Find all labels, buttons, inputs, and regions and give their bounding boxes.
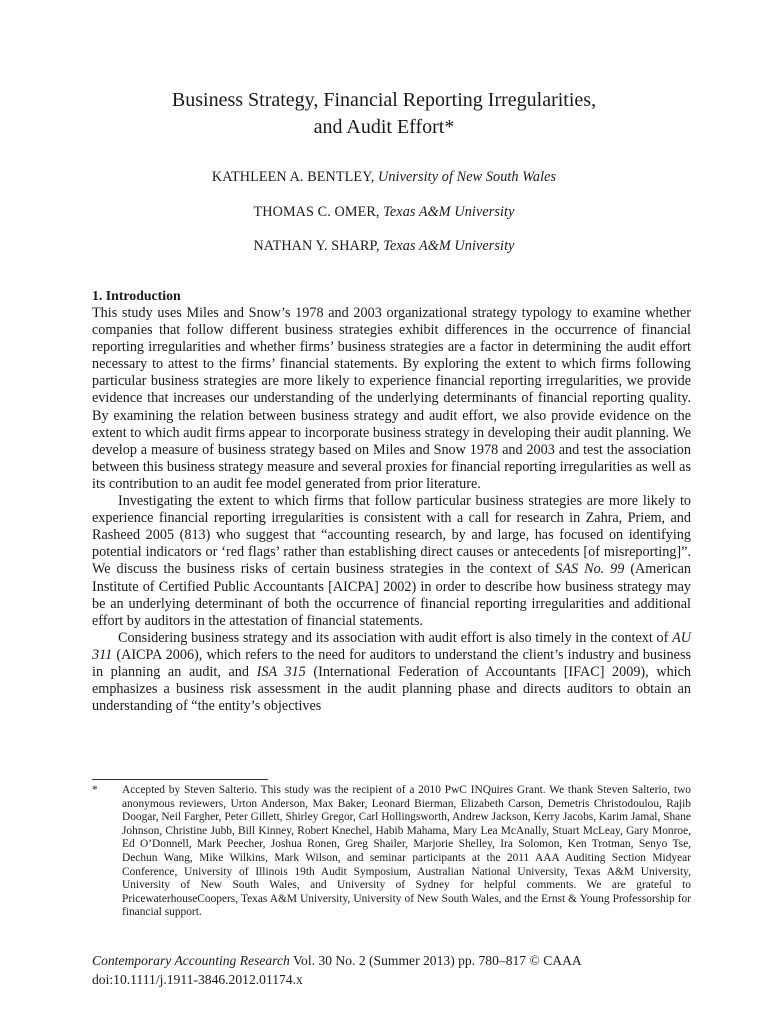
standard-isa-315: ISA 315 — [256, 663, 306, 680]
author-affiliation: Texas A&M University — [383, 238, 515, 254]
journal-doi: doi:10.1111/j.1911-3846.2012.01174.x — [92, 972, 303, 987]
footnote-text: Accepted by Steven Salterio. This study was the recipient of a 2010 PwC INQuires Grant. We thank Steven Salterio, two anonymous reviewers, Urton Anderson, Max Baker, Leonard Bierman, Elizabeth Carson, Demetris Christodoulou, Rajib Doogar, Neil Fargher, Peter Gillett, Shirley Gregor, Carl Hollingsworth, Andrew Jackson, Kerry Jacobs, Karim Jamal, Shane Johnson, Christine Jubb, Bill Kinney, Robert Knechel, Habib Mahama, Mary Lea McAnally, Stuart McLeay, Gary Monroe, Ed O’Donnell, Mark Peecher, Joshua Ronen, Greg Shailer, Marjorie Shelley, Ira Solomon, Ken Trotman, Senyo Tse, Dechun Wang, Mike Wilkins, Mark Wilson, and seminar participants at the 2011 AAA Auditing Section Midyear Conference, University of Illinois 19th Audit Symposium, Australian National University, Texas A&M University, University of New South Wales, and University of Sydney for helpful comments. We are grateful to PricewaterhouseCoopers, Texas A&M University, University of New South Wales, and the Ernst & Young Professorship for financial support. — [122, 784, 691, 919]
author-name: THOMAS C. OMER, — [253, 204, 380, 220]
journal-citation — [92, 951, 692, 970]
standard-au-311: AU 311 — [92, 629, 691, 663]
author-name: NATHAN Y. SHARP, — [253, 238, 380, 254]
author-affiliation: University of New South Wales — [378, 169, 557, 185]
paragraph-3-text-a: Considering business strategy and its association with audit effort is also timely in the context of — [118, 629, 673, 646]
section-body — [92, 305, 691, 715]
journal-name: Contemporary Accounting Research — [92, 953, 290, 968]
footnote-divider — [92, 779, 268, 780]
paragraph-2-text-b: (American Institute of Certified Public Accountants [AICPA] 2002) in order to describe how business strategy may be an underlying determinant of both the occurrence of financial reporting irregularities and additional effort by auditors in the attestation of financial statements. — [92, 561, 691, 629]
title-line-2: and Audit Effort* — [313, 116, 455, 138]
footnote — [92, 784, 691, 920]
paragraph-3-text-c: (International Federation of Accountants [IFAC] 2009), which emphasizes a business risk assessment in the audit planning phase and directs auditors to obtain an understanding of “the entity’s objectives — [92, 663, 691, 715]
author-3 — [90, 236, 678, 256]
journal-info — [92, 951, 692, 989]
paper-title — [90, 87, 678, 141]
paragraph-1: This study uses Miles and Snow’s 1978 and 2003 organizational strategy typology to examine whether companies that follow different business strategies exhibit differences in the occurrence of financial reporting irregularities and whether firms’ business strategies are a factor in determining the audit effort necessary to attest to the firms’ financial statements. By exploring the extent to which firms following particular business strategies are more likely to experience financial reporting irregularities, we provide evidence that increases our understanding of the underlying determinants of financial reporting quality. By examining the relation between business strategy and audit effort, we also provide evidence on the extent to which audit firms appear to incorporate business strategy in developing their audit planning. We develop a measure of business strategy based on Miles and Snow 1978 and 2003 and test the association between this business strategy measure and several proxies for financial reporting irregularities as well as its contribution to an audit fee model generated from prior literature. — [92, 305, 691, 492]
section-heading: 1. Introduction — [92, 288, 181, 303]
standard-sas-99: SAS No. 99 — [555, 561, 625, 578]
author-name: KATHLEEN A. BENTLEY, — [211, 169, 375, 185]
author-2 — [90, 202, 678, 222]
author-affiliation: Texas A&M University — [383, 204, 515, 220]
author-1 — [90, 167, 678, 187]
journal-details: Vol. 30 No. 2 (Summer 2013) pp. 780–817 © CAAA — [289, 953, 582, 968]
paragraph-2 — [92, 493, 691, 630]
paragraph-2-text-a: Investigating the extent to which firms that follow particular business strategies are more likely to experience financial reporting irregularities is consistent with a call for research in Zahra, Priem, and Rasheed 2005 (813) who suggest that “accounting research, by and large, has focused on identifying potential indicators or ‘red flags’ rather than establishing direct causes or antecedents [of misreporting]”. We discuss the business risks of certain business strategies in the context of — [92, 493, 691, 578]
title-line-1: Business Strategy, Financial Reporting Irregularities, — [171, 89, 597, 111]
paragraph-3-text-b: (AICPA 2006), which refers to the need for auditors to understand the client’s industry and business in planning an audit, and — [92, 646, 691, 680]
footnote-mark: * — [92, 784, 98, 796]
paragraph-3 — [92, 630, 691, 715]
